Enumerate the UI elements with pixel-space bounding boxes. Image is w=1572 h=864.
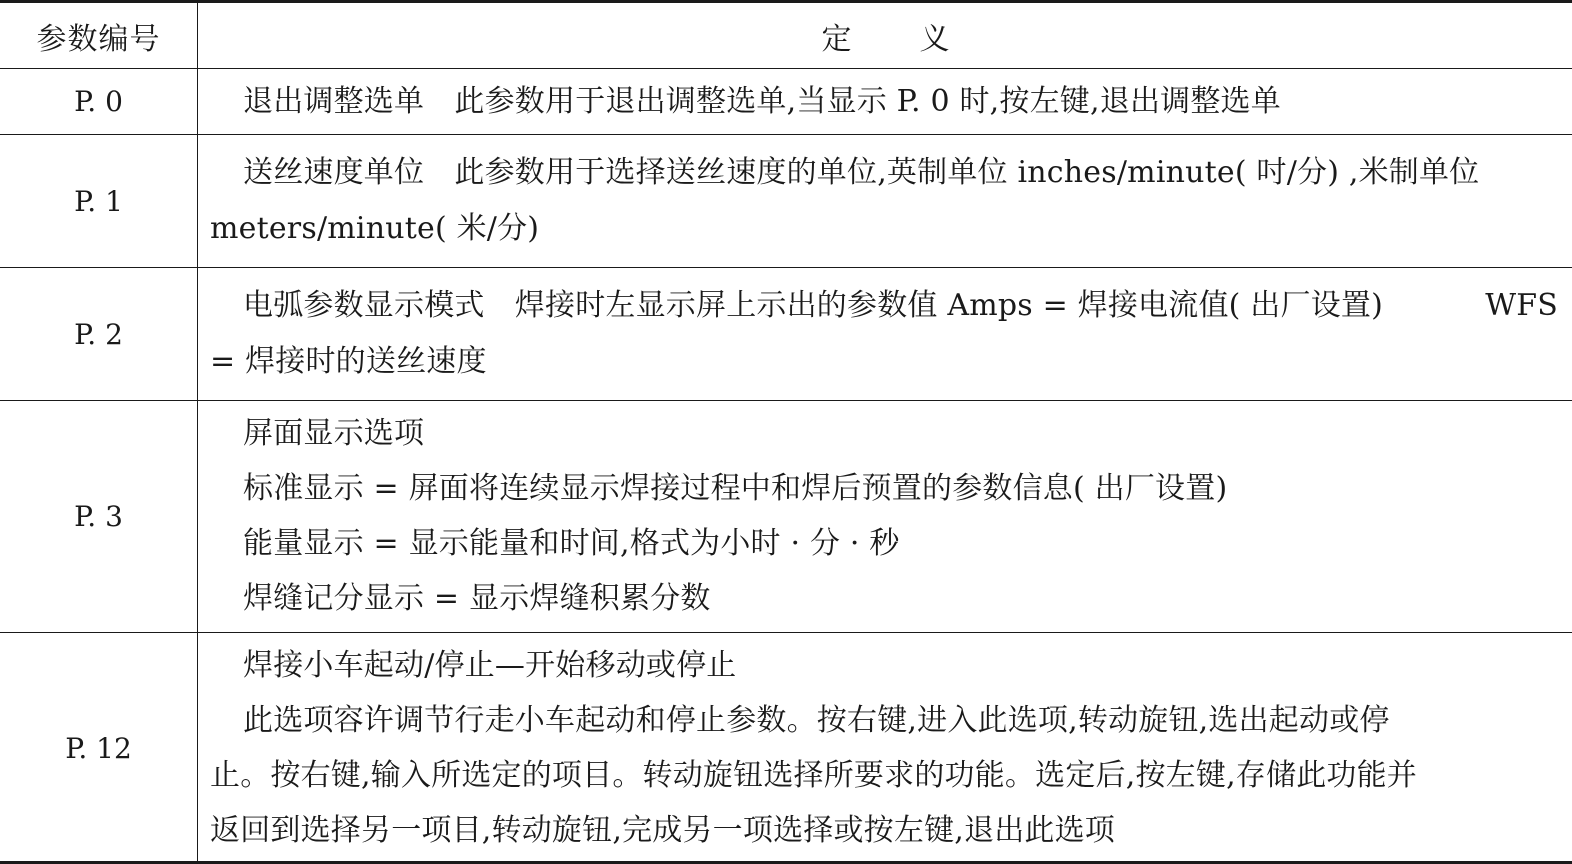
param-definition [199,401,1572,632]
definition-line: 送丝速度单位 此参数用于选择送丝速度的单位,英制单位 inches/minute( 吋/分) ,米制单位 [243,155,1480,190]
table-row [0,633,1572,864]
definition-line: 此选项容许调节行走小车起动和停止参数。按右键,进入此选项,转动旋钮,选出起动或停 [243,703,1390,738]
param-id: P. 0 [0,69,198,134]
definition-line: 止。按右键,输入所选定的项目。转动旋钮选择所要求的功能。选定后,按左键,存储此功能并 [210,758,1418,793]
table-header-row [0,3,1572,69]
table-row [0,401,1572,633]
param-id: P. 2 [0,268,198,400]
table-row [0,268,1572,401]
param-id: P. 3 [0,401,198,632]
param-definition [199,69,1572,134]
definition-line: 焊接小车起动/停止—开始移动或停止 [243,648,737,683]
definition-line: 退出调整选单 此参数用于退出调整选单,当显示 P. 0 时,按左键,退出调整选单 [243,84,1281,119]
header-param-number: 参数编号 [0,3,198,68]
param-definition [199,268,1572,400]
param-id: P. 12 [0,633,198,864]
definition-line: WFS [1485,288,1558,323]
header-definition: 定义 [821,21,1018,57]
definition-line: 电弧参数显示模式 焊接时左显示屏上示出的参数值 Amps = 焊接电流值( 出厂设置) [243,288,1384,323]
param-definition [199,135,1572,267]
table-row [0,69,1572,135]
param-definition [199,633,1572,864]
definition-line: meters/minute( 米/分) [210,211,540,246]
definition-line: 焊缝记分显示 = 显示焊缝积累分数 [243,581,711,616]
definition-line: = 焊接时的送丝速度 [210,344,487,379]
definition-line: 返回到选择另一项目,转动旋钮,完成另一项选择或按左键,退出此选项 [210,813,1116,848]
definition-line: 标准显示 = 屏面将连续显示焊接过程中和焊后预置的参数信息( 出厂设置) [243,471,1228,506]
definition-line: 能量显示 = 显示能量和时间,格式为小时 · 分 · 秒 [243,526,900,561]
table-row [0,135,1572,268]
definition-line: 屏面显示选项 [243,416,425,451]
param-id: P. 1 [0,135,198,267]
